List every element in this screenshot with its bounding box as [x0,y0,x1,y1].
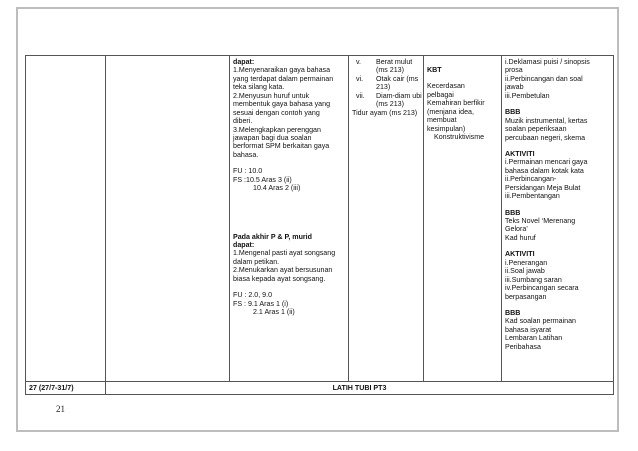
idiom-text: (ms 213) [376,100,404,109]
idiom-item [352,92,420,109]
idiom-text: Otak cair (ms [376,74,419,83]
activity-line: iii.Pembetulan [505,91,550,100]
objective-line: dapat: [233,241,255,249]
activity-line: Lembaran Latihan [505,334,563,343]
kbt-list [427,82,498,133]
section-heading: BBB [505,208,521,217]
content-cell [349,56,424,382]
activity-line: i.Permainan mencari gaya [505,158,588,167]
activity-line: iv.Perbincangan secara [505,284,579,293]
kbt-line: pelbagai [427,90,454,99]
activity-line: Kad huruf [505,233,536,242]
activities-cell [502,56,614,382]
idiom-text: Diam-diam ubi [376,91,422,100]
latih-tubi-label: LATIH TUBI PT3 [106,382,614,395]
table-row [26,382,614,395]
fu-1: FU : 10.0 [233,167,263,176]
objective-line: jawapan bagi dua soalan [233,133,312,142]
objective-line: sesuai dengan contoh yang [233,108,320,117]
idiom-last: Tidur ayam (ms 213) [352,108,418,117]
activity-line: bahasa dalam kotak kata [505,166,584,175]
fs-1-b: 10.4 Aras 2 (iii) [253,184,301,193]
section-heading: AKTIVITI [505,250,535,259]
fu-2: FU : 2.0, 9.0 [233,291,273,300]
section-heading: BBB [505,308,521,317]
week-label: 27 (27/7-31/7) [26,382,106,395]
activity-line: Persidangan Meja Bulat [505,183,581,192]
objective-line: 2.Menukarkan ayat bersusunan [233,266,333,275]
objectives-block-1 [233,58,345,159]
activity-line: ii.Soal jawab [505,267,545,276]
idiom-list [352,58,420,109]
objective-line: 1.Mengenal pasti ayat songsang [233,249,336,258]
objective-line: yang terdapat dalam permainan [233,74,334,83]
activity-line: Muzik instrumental, kertas [505,116,588,125]
objective-line: teka silang kata. [233,83,285,92]
activity-line: Teks Novel ‘Merenang [505,217,576,225]
activity-line: percubaan negeri, skema [505,133,586,142]
objective-line: bahasa. [233,150,259,159]
idiom-number: v. [356,58,361,66]
objective-line: Pada akhir P & P, murid [233,232,312,241]
section-heading: AKTIVITI [505,149,535,158]
objectives-cell [230,56,349,382]
idiom-text: Berat mulut [376,58,413,66]
kbt-line: Kemahiran berfikir [427,99,485,108]
fs-2-b: 2.1 Aras 1 (ii) [253,308,295,317]
idiom-number: vii. [356,91,365,100]
kbt-heading: KBT [427,66,442,74]
activity-line: soalan peperiksaan [505,125,567,134]
week-cell [26,56,106,382]
activity-line: bahasa isyarat [505,325,552,334]
objective-line: dapat: [233,58,255,66]
idiom-number: vi. [356,74,364,83]
objective-line: berformat SPM berkaitan gaya [233,142,330,151]
kbt-line: membuat [427,116,457,125]
activity-line: Gelora’ [505,225,528,234]
activity-line: i.Deklamasi puisi / sinopsis [505,58,590,66]
page-number: 21 [56,404,65,414]
lesson-plan-table [25,55,614,395]
idiom-text: (ms 213) [376,66,404,75]
idiom-text: 213) [376,83,391,92]
kbt-line: Kecerdasan [427,82,465,91]
section-heading: BBB [505,108,521,117]
objective-line: biasa kepada ayat songsang. [233,274,326,283]
table-row [26,56,614,382]
fs-2-a: FS : 9.1 Aras 1 (i) [233,299,289,308]
objective-line: 1.Menyenaraikan gaya bahasa [233,66,331,75]
objective-line: 3.Melengkapkan perenggan [233,125,321,134]
activity-line: iii.Sumbang saran [505,275,562,284]
activity-line: ii.Perbincangan dan soal [505,74,583,83]
idiom-item [352,75,420,92]
values-cell [424,56,502,382]
activities-intro [505,58,610,100]
objective-line: diberi. [233,117,253,126]
activity-line: berpasangan [505,292,547,301]
kbt-line: kesimpulan) [427,124,466,133]
objective-line: 2.Menyusun huruf untuk [233,91,310,100]
activity-line: jawab [505,83,524,92]
objective-line: dalam petikan. [233,257,280,266]
fs-1-a: FS :10.5 Aras 3 (ii) [233,175,292,184]
idiom-item [352,58,420,75]
objectives-block-2 [233,233,345,284]
activity-line: ii.Perbincangan- [505,175,557,184]
activity-line: Kad soalan permainan [505,317,576,326]
activity-line: i.Penerangan [505,258,548,267]
objective-line: membentuk gaya bahasa yang [233,100,331,109]
activity-line: Peribahasa [505,342,541,351]
activity-line: iii.Pembentangan [505,192,560,201]
topic-cell [106,56,230,382]
kbt-line: (menjana idea, [427,107,474,116]
kbt-last: Konstruktivisme [434,133,485,142]
activities-sections [505,100,610,351]
activity-line: prosa [505,66,523,75]
